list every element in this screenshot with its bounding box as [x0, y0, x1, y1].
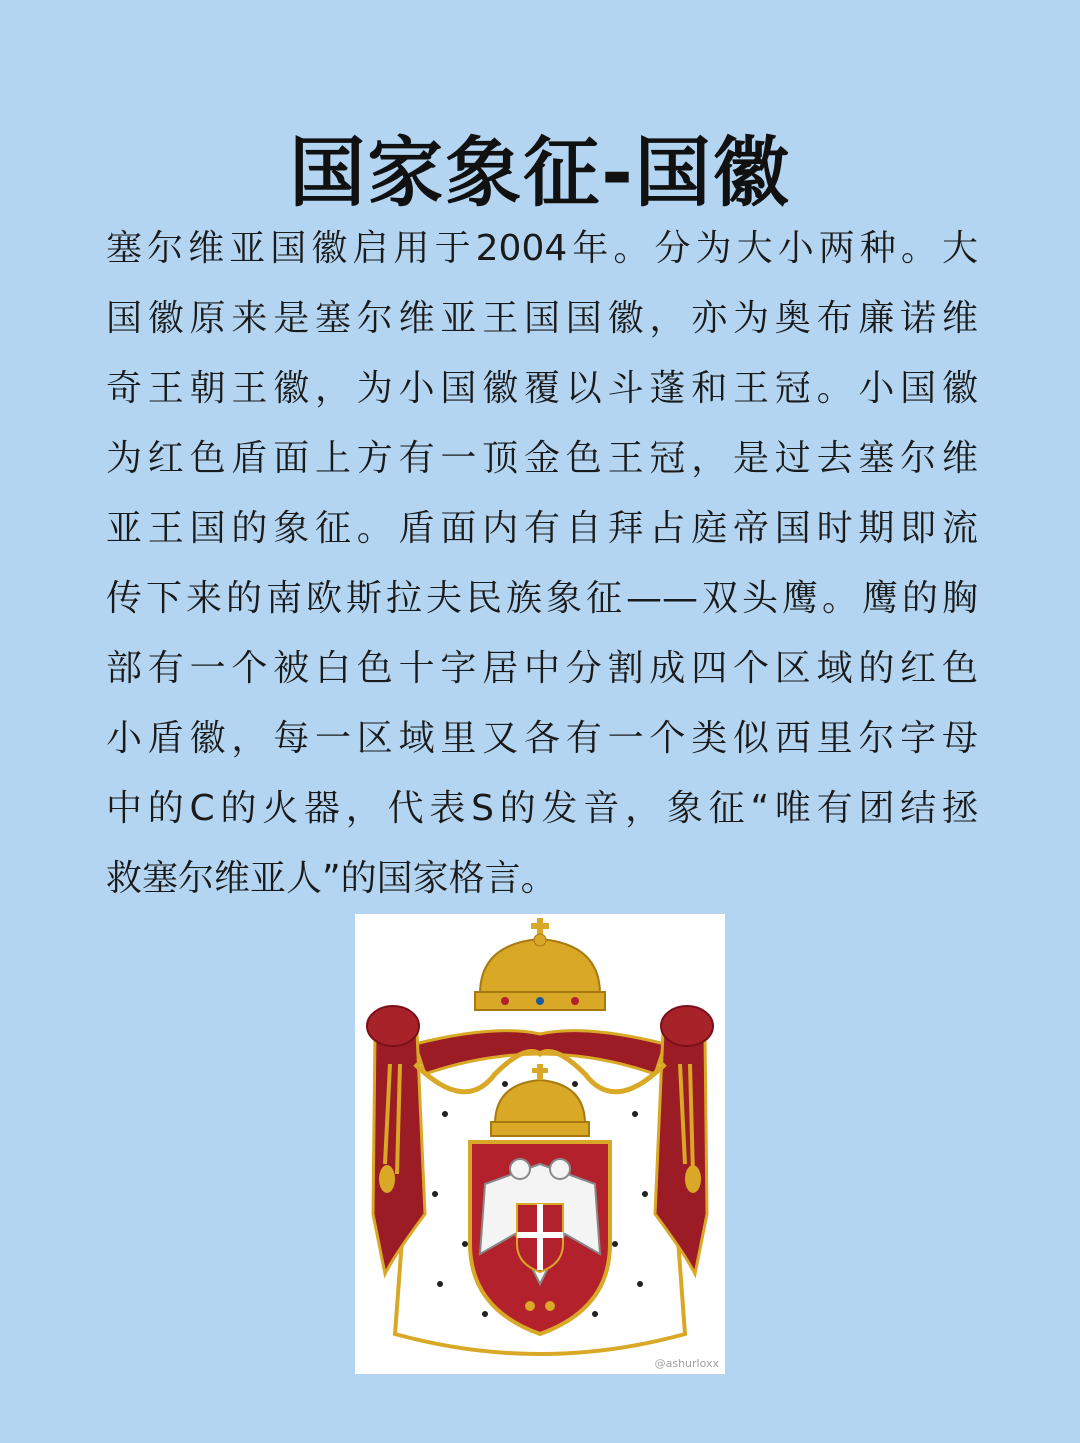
paragraph-line: 国徽原来是塞尔维亚王国国徽，亦为奥布廉诺维 [106, 298, 978, 339]
coat-of-arms-image [355, 914, 725, 1374]
paragraph-line: 为红色盾面上方有一顶金色王冠，是过去塞尔维 [106, 438, 978, 479]
paragraph-line: 救塞尔维亚人”的国家格言。 [106, 858, 557, 899]
paragraph-line: 塞尔维亚国徽启用于2004年。分为大小两种。大 [106, 228, 978, 269]
paragraph-line: 亚王国的象征。盾面内有自拜占庭帝国时期即流 [106, 508, 978, 549]
paragraph-line: 中的C的火器，代表S的发音，象征“唯有团结拯 [106, 788, 978, 829]
page-title: 国家象征-国徽 [289, 128, 791, 217]
paragraph-line: 传下来的南欧斯拉夫民族象征——双头鹰。鹰的胸 [106, 578, 978, 619]
paragraph-line: 奇王朝王徽，为小国徽覆以斗蓬和王冠。小国徽 [106, 368, 978, 409]
paragraph-line: 小盾徽，每一区域里又各有一个类似西里尔字母 [106, 718, 978, 759]
watermark-text: @ashurloxx [654, 1357, 719, 1370]
serbia-coat-of-arms-icon [355, 914, 725, 1374]
body-paragraph [106, 214, 978, 914]
paragraph-line: 部有一个被白色十字居中分割成四个区域的红色 [106, 648, 978, 689]
